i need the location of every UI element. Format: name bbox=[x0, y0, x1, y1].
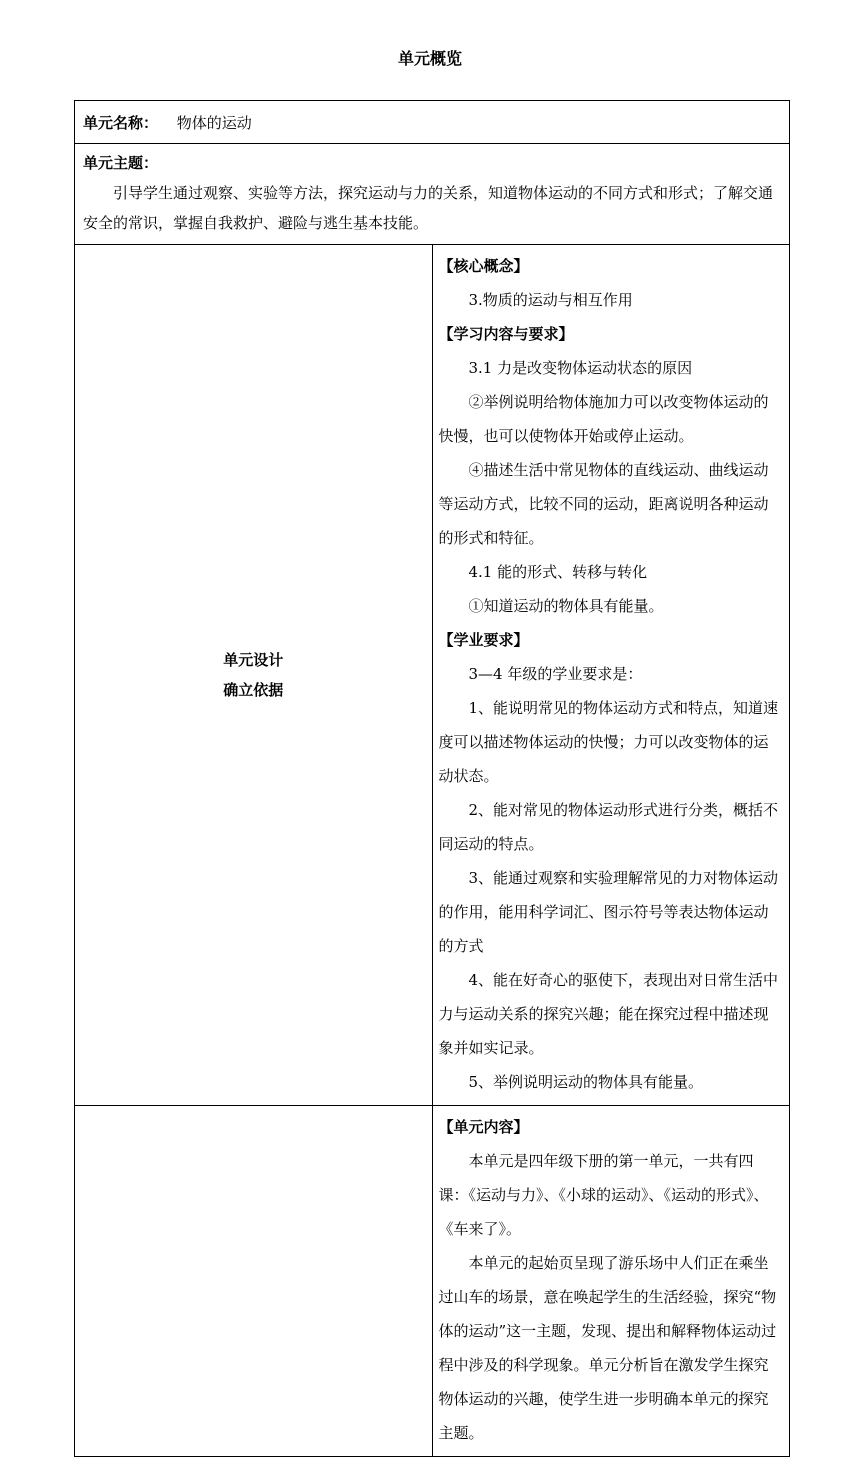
unit-content-row bbox=[75, 1106, 790, 1457]
learning-content-item: ②举例说明给物体施加力可以改变物体运动的快慢，也可以使物体开始或停止运动。 bbox=[438, 393, 769, 445]
unit-name-cell bbox=[75, 101, 790, 144]
unit-theme-cell bbox=[75, 144, 790, 245]
academic-requirement-item: 2、能对常见的物体运动形式进行分类，概括不同运动的特点。 bbox=[438, 801, 779, 853]
academic-requirement-item: 4、能在好奇心的驱使下，表现出对日常生活中力与运动关系的探究兴趣；能在探究过程中描述现象并如实记录。 bbox=[438, 971, 779, 1057]
academic-requirement-item: 5、举例说明运动的物体具有能量。 bbox=[468, 1073, 704, 1091]
unit-name-label: 单元名称： bbox=[83, 113, 159, 132]
academic-requirement-item: 3、能通过观察和实验理解常见的力对物体运动的作用，能用科学词汇、图示符号等表达物体运动的方式 bbox=[438, 869, 779, 955]
unit-content-item: 本单元的起始页呈现了游乐场中人们正在乘坐过山车的场景，意在唤起学生的生活经验，探究“物体的运动”这一主题，发现、提出和解释物体运动过程中涉及的科学现象。单元分析旨在激发学生探究物体运动的兴趣，使学生进一步明确本单元的探究主题。 bbox=[438, 1254, 777, 1442]
unit-theme-row bbox=[75, 144, 790, 245]
core-concept-heading: 【核心概念】 bbox=[438, 257, 529, 275]
unit-theme-text: 引导学生通过观察、实验等方法，探究运动与力的关系，知道物体运动的不同方式和形式；了解交通安全的常识，掌握自我救护、避险与逃生基本技能。 bbox=[83, 184, 774, 232]
academic-requirement-item: 1、能说明常见的物体运动方式和特点，知道速度可以描述物体运动的快慢；力可以改变物体的运动状态。 bbox=[438, 699, 779, 785]
unit-name-row bbox=[75, 101, 790, 144]
unit-theme-label: 单元主题： bbox=[83, 154, 159, 172]
design-basis-label bbox=[75, 245, 433, 1106]
page-title: 单元概览 bbox=[397, 49, 462, 68]
design-basis-label-line2: 确立依据 bbox=[223, 681, 284, 699]
learning-content-item: ④描述生活中常见物体的直线运动、曲线运动等运动方式，比较不同的运动，距离说明各种运动的形式和特征。 bbox=[438, 461, 769, 547]
unit-overview-table bbox=[74, 100, 790, 1457]
learning-content-heading: 【学习内容与要求】 bbox=[438, 325, 574, 343]
core-concept-item: 3.物质的运动与相互作用 bbox=[468, 291, 633, 309]
learning-content-item: 3.1 力是改变物体运动状态的原因 bbox=[468, 359, 693, 377]
unit-content-left-cell bbox=[75, 1106, 433, 1457]
unit-content-cell bbox=[432, 1106, 790, 1457]
learning-content-item: 4.1 能的形式、转移与转化 bbox=[468, 563, 648, 581]
academic-requirements-heading: 【学业要求】 bbox=[438, 631, 529, 649]
academic-requirement-item: 3—4 年级的学业要求是： bbox=[468, 665, 643, 683]
design-basis-content bbox=[432, 245, 790, 1106]
unit-content-item: 本单元是四年级下册的第一单元，一共有四课：《运动与力》、《小球的运动》、《运动的形式》、《车来了》。 bbox=[438, 1152, 769, 1238]
unit-name-value: 物体的运动 bbox=[176, 113, 252, 132]
learning-content-item: ①知道运动的物体具有能量。 bbox=[468, 597, 664, 615]
unit-content-heading: 【单元内容】 bbox=[438, 1118, 529, 1136]
design-basis-row bbox=[75, 245, 790, 1106]
design-basis-label-line1: 单元设计 bbox=[223, 651, 284, 669]
